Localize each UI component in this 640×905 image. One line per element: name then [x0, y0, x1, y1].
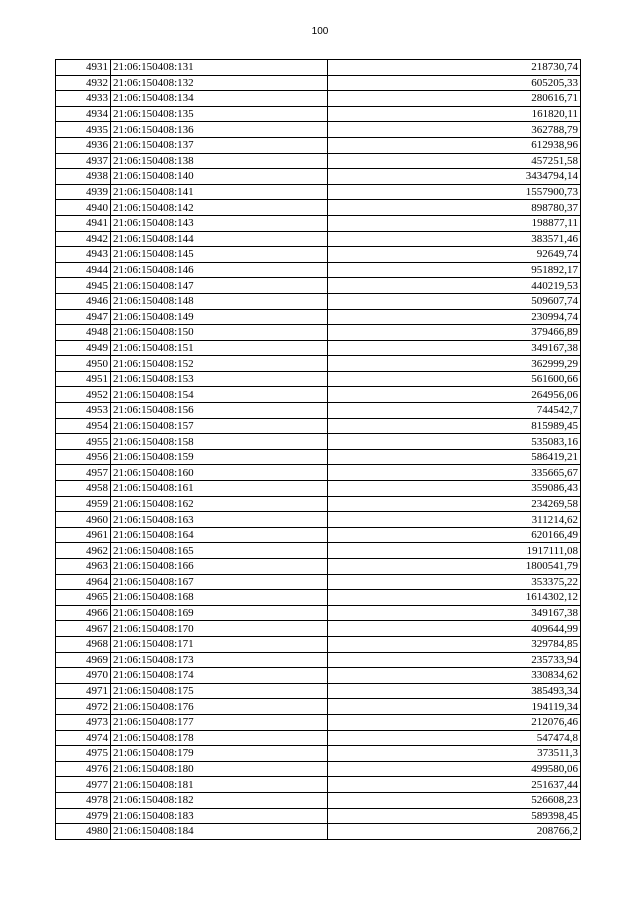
cadastral-value-cell: 457251,58 — [328, 153, 581, 169]
cadastral-value-cell: 353375,22 — [328, 574, 581, 590]
cadastral-value-cell: 373511,3 — [328, 746, 581, 762]
table-row — [56, 605, 581, 621]
row-number-cell: 4955 — [56, 434, 111, 450]
cadastral-value-cell: 251637,44 — [328, 777, 581, 793]
row-number-cell: 4980 — [56, 824, 111, 840]
cadastral-number-cell: 21:06:150408:151 — [111, 340, 328, 356]
cadastral-number-cell: 21:06:150408:177 — [111, 714, 328, 730]
cadastral-number-cell: 21:06:150408:184 — [111, 824, 328, 840]
row-number-cell: 4933 — [56, 91, 111, 107]
cadastral-number-cell: 21:06:150408:144 — [111, 231, 328, 247]
table-row — [56, 512, 581, 528]
table-row — [56, 668, 581, 684]
row-number-cell: 4952 — [56, 387, 111, 403]
cadastral-value-cell: 620166,49 — [328, 527, 581, 543]
table-row — [56, 683, 581, 699]
table-body — [56, 60, 581, 840]
row-number-cell: 4963 — [56, 559, 111, 575]
table-row — [56, 792, 581, 808]
cadastral-value-cell: 385493,34 — [328, 683, 581, 699]
cadastral-value-cell: 198877,11 — [328, 215, 581, 231]
cadastral-number-cell: 21:06:150408:157 — [111, 418, 328, 434]
table-row — [56, 262, 581, 278]
row-number-cell: 4953 — [56, 403, 111, 419]
row-number-cell: 4951 — [56, 371, 111, 387]
row-number-cell: 4959 — [56, 496, 111, 512]
table-row — [56, 215, 581, 231]
row-number-cell: 4937 — [56, 153, 111, 169]
cadastral-number-cell: 21:06:150408:140 — [111, 169, 328, 185]
cadastral-number-cell: 21:06:150408:162 — [111, 496, 328, 512]
cadastral-number-cell: 21:06:150408:138 — [111, 153, 328, 169]
row-number-cell: 4957 — [56, 465, 111, 481]
cadastral-number-cell: 21:06:150408:183 — [111, 808, 328, 824]
cadastral-number-cell: 21:06:150408:134 — [111, 91, 328, 107]
cadastral-number-cell: 21:06:150408:132 — [111, 75, 328, 91]
cadastral-number-cell: 21:06:150408:173 — [111, 652, 328, 668]
cadastral-value-cell: 280616,71 — [328, 91, 581, 107]
cadastral-number-cell: 21:06:150408:169 — [111, 605, 328, 621]
cadastral-number-cell: 21:06:150408:141 — [111, 184, 328, 200]
row-number-cell: 4971 — [56, 683, 111, 699]
row-number-cell: 4958 — [56, 481, 111, 497]
table-row — [56, 574, 581, 590]
row-number-cell: 4947 — [56, 309, 111, 325]
row-number-cell: 4966 — [56, 605, 111, 621]
table-row — [56, 325, 581, 341]
cadastral-value-cell: 349167,38 — [328, 340, 581, 356]
row-number-cell: 4960 — [56, 512, 111, 528]
cadastral-number-cell: 21:06:150408:159 — [111, 449, 328, 465]
cadastral-number-cell: 21:06:150408:174 — [111, 668, 328, 684]
cadastral-value-cell: 92649,74 — [328, 247, 581, 263]
cadastral-value-cell: 1800541,79 — [328, 559, 581, 575]
table-row — [56, 340, 581, 356]
row-number-cell: 4975 — [56, 746, 111, 762]
cadastral-number-cell: 21:06:150408:150 — [111, 325, 328, 341]
cadastral-value-cell: 3434794,14 — [328, 169, 581, 185]
table-row — [56, 231, 581, 247]
cadastral-value-cell: 440219,53 — [328, 278, 581, 294]
cadastral-value-cell: 589398,45 — [328, 808, 581, 824]
cadastral-number-cell: 21:06:150408:171 — [111, 636, 328, 652]
row-number-cell: 4945 — [56, 278, 111, 294]
row-number-cell: 4962 — [56, 543, 111, 559]
page-number: 100 — [311, 26, 329, 37]
row-number-cell: 4974 — [56, 730, 111, 746]
table-row — [56, 169, 581, 185]
cadastral-number-cell: 21:06:150408:142 — [111, 200, 328, 216]
table-row — [56, 496, 581, 512]
table-row — [56, 184, 581, 200]
cadastral-value-cell: 330834,62 — [328, 668, 581, 684]
cadastral-value-cell: 362999,29 — [328, 356, 581, 372]
table-row — [56, 824, 581, 840]
cadastral-number-cell: 21:06:150408:158 — [111, 434, 328, 450]
table-row — [56, 60, 581, 76]
row-number-cell: 4954 — [56, 418, 111, 434]
table-row — [56, 247, 581, 263]
row-number-cell: 4938 — [56, 169, 111, 185]
row-number-cell: 4956 — [56, 449, 111, 465]
cadastral-value-cell: 161820,11 — [328, 106, 581, 122]
cadastral-value-cell: 1557900,73 — [328, 184, 581, 200]
table-row — [56, 403, 581, 419]
cadastral-value-cell: 264956,06 — [328, 387, 581, 403]
cadastral-value-cell: 234269,58 — [328, 496, 581, 512]
cadastral-value-cell: 951892,17 — [328, 262, 581, 278]
cadastral-value-cell: 526608,23 — [328, 792, 581, 808]
cadastral-value-cell: 744542,7 — [328, 403, 581, 419]
table-row — [56, 91, 581, 107]
cadastral-value-cell: 409644,99 — [328, 621, 581, 637]
cadastral-number-cell: 21:06:150408:165 — [111, 543, 328, 559]
cadastral-number-cell: 21:06:150408:136 — [111, 122, 328, 138]
table-row — [56, 699, 581, 715]
row-number-cell: 4946 — [56, 293, 111, 309]
cadastral-number-cell: 21:06:150408:163 — [111, 512, 328, 528]
cadastral-value-cell: 349167,38 — [328, 605, 581, 621]
row-number-cell: 4968 — [56, 636, 111, 652]
cadastral-value-cell: 605205,33 — [328, 75, 581, 91]
cadastral-number-cell: 21:06:150408:180 — [111, 761, 328, 777]
row-number-cell: 4972 — [56, 699, 111, 715]
table-row — [56, 418, 581, 434]
cadastral-number-cell: 21:06:150408:166 — [111, 559, 328, 575]
cadastral-value-cell: 230994,74 — [328, 309, 581, 325]
row-number-cell: 4967 — [56, 621, 111, 637]
row-number-cell: 4977 — [56, 777, 111, 793]
table-row — [56, 371, 581, 387]
cadastral-number-cell: 21:06:150408:149 — [111, 309, 328, 325]
cadastral-number-cell: 21:06:150408:181 — [111, 777, 328, 793]
row-number-cell: 4936 — [56, 137, 111, 153]
table-row — [56, 137, 581, 153]
cadastral-number-cell: 21:06:150408:145 — [111, 247, 328, 263]
row-number-cell: 4965 — [56, 590, 111, 606]
cadastral-number-cell: 21:06:150408:179 — [111, 746, 328, 762]
cadastral-value-cell: 535083,16 — [328, 434, 581, 450]
table-row — [56, 543, 581, 559]
cadastral-value-cell: 379466,89 — [328, 325, 581, 341]
cadastral-value-cell: 499580,06 — [328, 761, 581, 777]
table-row — [56, 309, 581, 325]
table-row — [56, 527, 581, 543]
cadastral-value-cell: 898780,37 — [328, 200, 581, 216]
table-row — [56, 75, 581, 91]
table-row — [56, 808, 581, 824]
row-number-cell: 4961 — [56, 527, 111, 543]
table-row — [56, 106, 581, 122]
cadastral-number-cell: 21:06:150408:154 — [111, 387, 328, 403]
table-row — [56, 761, 581, 777]
table-row — [56, 481, 581, 497]
cadastral-value-cell: 815989,45 — [328, 418, 581, 434]
cadastral-number-cell: 21:06:150408:146 — [111, 262, 328, 278]
cadastral-number-cell: 21:06:150408:153 — [111, 371, 328, 387]
cadastral-number-cell: 21:06:150408:131 — [111, 60, 328, 76]
row-number-cell: 4969 — [56, 652, 111, 668]
table-row — [56, 387, 581, 403]
row-number-cell: 4935 — [56, 122, 111, 138]
table-row — [56, 293, 581, 309]
cadastral-number-cell: 21:06:150408:135 — [111, 106, 328, 122]
table-row — [56, 652, 581, 668]
table-row — [56, 122, 581, 138]
row-number-cell: 4948 — [56, 325, 111, 341]
cadastral-value-cell: 359086,43 — [328, 481, 581, 497]
cadastral-number-cell: 21:06:150408:182 — [111, 792, 328, 808]
table-row — [56, 434, 581, 450]
cadastral-number-cell: 21:06:150408:156 — [111, 403, 328, 419]
cadastral-number-cell: 21:06:150408:167 — [111, 574, 328, 590]
cadastral-value-cell: 335665,67 — [328, 465, 581, 481]
cadastral-value-cell: 383571,46 — [328, 231, 581, 247]
cadastral-value-cell: 586419,21 — [328, 449, 581, 465]
cadastral-number-cell: 21:06:150408:170 — [111, 621, 328, 637]
cadastral-value-cell: 329784,85 — [328, 636, 581, 652]
cadastral-number-cell: 21:06:150408:143 — [111, 215, 328, 231]
row-number-cell: 4970 — [56, 668, 111, 684]
cadastral-value-cell: 1614302,12 — [328, 590, 581, 606]
table-row — [56, 278, 581, 294]
cadastral-number-cell: 21:06:150408:137 — [111, 137, 328, 153]
cadastral-number-cell: 21:06:150408:164 — [111, 527, 328, 543]
cadastral-number-cell: 21:06:150408:161 — [111, 481, 328, 497]
cadastral-value-cell: 1917111,08 — [328, 543, 581, 559]
cadastral-value-cell: 547474,8 — [328, 730, 581, 746]
row-number-cell: 4964 — [56, 574, 111, 590]
row-number-cell: 4934 — [56, 106, 111, 122]
table-row — [56, 746, 581, 762]
table-row — [56, 465, 581, 481]
cadastral-number-cell: 21:06:150408:160 — [111, 465, 328, 481]
cadastral-number-cell: 21:06:150408:168 — [111, 590, 328, 606]
table-row — [56, 200, 581, 216]
row-number-cell: 4943 — [56, 247, 111, 263]
table-row — [56, 621, 581, 637]
cadastral-number-cell: 21:06:150408:178 — [111, 730, 328, 746]
cadastral-value-cell: 612938,96 — [328, 137, 581, 153]
cadastral-number-cell: 21:06:150408:147 — [111, 278, 328, 294]
table-row — [56, 153, 581, 169]
cadastral-number-cell: 21:06:150408:176 — [111, 699, 328, 715]
row-number-cell: 4931 — [56, 60, 111, 76]
table-row — [56, 777, 581, 793]
table-row — [56, 559, 581, 575]
row-number-cell: 4979 — [56, 808, 111, 824]
table-row — [56, 590, 581, 606]
cadastral-number-cell: 21:06:150408:152 — [111, 356, 328, 372]
cadastral-value-cell: 208766,2 — [328, 824, 581, 840]
cadastral-value-cell: 311214,62 — [328, 512, 581, 528]
row-number-cell: 4978 — [56, 792, 111, 808]
cadastral-value-cell: 194119,34 — [328, 699, 581, 715]
cadastral-value-cell: 212076,46 — [328, 714, 581, 730]
table-row — [56, 714, 581, 730]
row-number-cell: 4949 — [56, 340, 111, 356]
table-row — [56, 636, 581, 652]
table-row — [56, 730, 581, 746]
cadastral-value-cell: 561600,66 — [328, 371, 581, 387]
cadastral-value-cell: 235733,94 — [328, 652, 581, 668]
table-row — [56, 356, 581, 372]
cadastral-number-cell: 21:06:150408:175 — [111, 683, 328, 699]
cadastral-value-table — [55, 59, 581, 840]
row-number-cell: 4976 — [56, 761, 111, 777]
row-number-cell: 4932 — [56, 75, 111, 91]
row-number-cell: 4940 — [56, 200, 111, 216]
cadastral-value-cell: 218730,74 — [328, 60, 581, 76]
row-number-cell: 4950 — [56, 356, 111, 372]
row-number-cell: 4939 — [56, 184, 111, 200]
row-number-cell: 4942 — [56, 231, 111, 247]
table-row — [56, 449, 581, 465]
cadastral-value-cell: 509607,74 — [328, 293, 581, 309]
row-number-cell: 4944 — [56, 262, 111, 278]
row-number-cell: 4941 — [56, 215, 111, 231]
cadastral-number-cell: 21:06:150408:148 — [111, 293, 328, 309]
row-number-cell: 4973 — [56, 714, 111, 730]
cadastral-value-cell: 362788,79 — [328, 122, 581, 138]
